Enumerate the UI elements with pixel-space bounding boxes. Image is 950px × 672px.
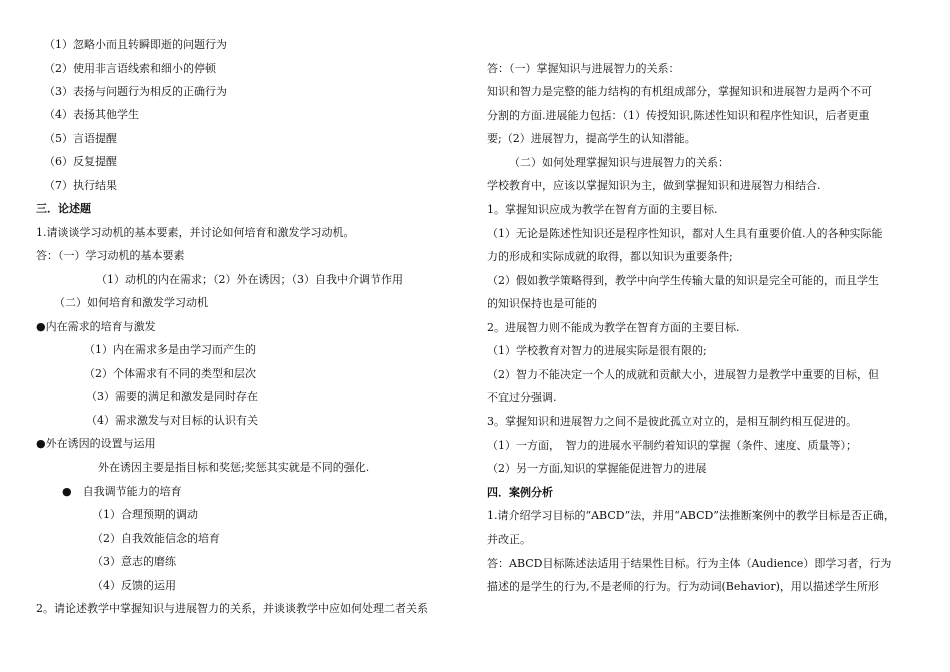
text-line: （4）反馈的运用 bbox=[92, 579, 176, 592]
text-line: （1）动机的内在需求；（2）外在诱因；（3）自我中介调节作用 bbox=[96, 273, 403, 286]
text-line: 外在诱因主要是指目标和奖惩;奖惩其实就是不同的强化. bbox=[98, 461, 370, 474]
text-line: （2）使用非言语线索和细小的停顿 bbox=[44, 62, 216, 75]
question-text: 并改正。 bbox=[487, 533, 531, 546]
subheading: （二）如何培育和激发学习动机 bbox=[54, 296, 208, 309]
text-line: （3）表扬与问题行为相反的正确行为 bbox=[44, 85, 227, 98]
text-line: （2）个体需求有不同的类型和层次 bbox=[84, 367, 256, 380]
text-line: 力的形成和实际成就的取得，都以知识为重要条件; bbox=[487, 250, 733, 263]
text-line: 要;（2）进展智力，提高学生的认知潜能。 bbox=[487, 132, 696, 145]
text-line: 分割的方面.进展能力包括：（1）传授知识,陈述性知识和程序性知识，后者更重 bbox=[487, 109, 870, 122]
answer-heading: 答：（一）学习动机的基本要素 bbox=[36, 249, 185, 262]
text-line: （1）学校教育对智力的进展实际是很有限的; bbox=[487, 344, 707, 357]
text-line: 答：ABCD目标陈述法适用于结果性目标。行为主体（Audience）即学习者，行为 bbox=[487, 557, 892, 570]
text-line: （6）反复提醒 bbox=[44, 155, 117, 168]
text-line: （1）忽略小而且转瞬即逝的问题行为 bbox=[44, 38, 227, 51]
text-line: （3）意志的磨练 bbox=[92, 555, 176, 568]
text-line: （5）言语提醒 bbox=[44, 132, 117, 145]
text-line: （2）自我效能信念的培育 bbox=[92, 532, 220, 545]
text-line: 不宜过分强调. bbox=[487, 391, 557, 404]
question-text: 1.请介绍学习目标的“ABCD”法，并用“ABCD”法推断案例中的教学目标是否正确， bbox=[487, 509, 895, 522]
text-line: 描述的是学生的行为,不是老师的行为。行为动词(Behavior)，用以描述学生所形 bbox=[487, 580, 879, 593]
text-line: （4）需求激发与对目标的认识有关 bbox=[86, 414, 258, 427]
section-heading: 三．论述题 bbox=[36, 202, 91, 215]
text-line: （2）另一方面,知识的掌握能促进智力的进展 bbox=[487, 462, 707, 475]
answer-heading: 答：（一）掌握知识与进展智力的关系： bbox=[487, 62, 680, 75]
bullet-heading: ● 自我调节能力的培育 bbox=[62, 485, 182, 498]
text-line: （2）假如教学策略得到，教学中向学生传输大量的知识是完全可能的，而且学生 bbox=[487, 274, 879, 287]
section-heading: 四．案例分析 bbox=[487, 486, 553, 499]
text-line: 2。进展智力则不能成为教学在智育方面的主要目标. bbox=[487, 321, 740, 334]
text-line: （1）合理预期的调动 bbox=[92, 508, 198, 521]
bullet-heading: ●内在需求的培育与激发 bbox=[36, 320, 156, 333]
text-line: （2）智力不能决定一个人的成就和贡献大小，进展智力是教学中重要的目标，但 bbox=[487, 368, 879, 381]
text-line: （1）无论是陈述性知识还是程序性知识，都对人生具有重要价值.人的各种实际能 bbox=[487, 227, 883, 240]
text-line: （1）一方面， 智力的进展水平制约着知识的掌握（条件、速度、质量等）； bbox=[487, 439, 857, 452]
text-line: 学校教育中，应该以掌握知识为主，做到掌握知识和进展智力相结合. bbox=[487, 179, 821, 192]
question-text: 1.请谈谈学习动机的基本要素，并讨论如何培育和激发学习动机。 bbox=[36, 226, 355, 239]
text-line: （1）内在需求多是由学习而产生的 bbox=[84, 343, 256, 356]
text-line: （7）执行结果 bbox=[44, 179, 117, 192]
bullet-heading: ●外在诱因的设置与运用 bbox=[36, 437, 156, 450]
text-line: （3）需要的满足和激发是同时存在 bbox=[86, 390, 258, 403]
text-line: 的知识保持也是可能的 bbox=[487, 297, 597, 310]
text-line: 知识和智力是完整的能力结构的有机组成部分，掌握知识和进展智力是两个不可 bbox=[487, 85, 872, 98]
subheading: （二）如何处理掌握知识与进展智力的关系： bbox=[509, 156, 729, 169]
text-line: （4）表扬其他学生 bbox=[44, 108, 139, 121]
text-line: 1。掌握知识应成为教学在智育方面的主要目标. bbox=[487, 203, 718, 216]
question-text: 2。请论述教学中掌握知识与进展智力的关系，并谈谈教学中应如何处理二者关系 bbox=[36, 602, 428, 615]
text-line: 3。掌握知识和进展智力之间不是彼此孤立对立的，是相互制约相互促进的。 bbox=[487, 415, 857, 428]
